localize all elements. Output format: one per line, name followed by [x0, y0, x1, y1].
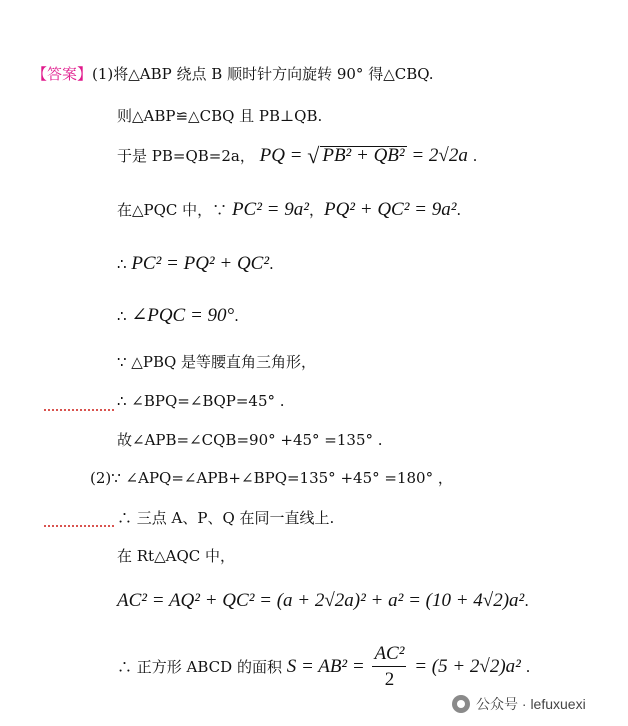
rt-triangle-text: 在 Rt△AQC 中，	[117, 547, 236, 565]
pq-qc-sum-formula: PQ² + QC² = 9a²	[323, 199, 457, 220]
answer-line-3: 于是 PB=QB=2a， PQ = √ PB² + QB² = 2√2a .	[117, 143, 478, 168]
answer-line-14: ∴ 正方形 ABCD 的面积 S = AB² = $\frac{\text{AC²}}{2}$ = (5 + 2√2)a² .	[117, 640, 530, 694]
watermark	[452, 693, 586, 715]
answer-line-4: 在△PQC 中，∵ PC² = 9a²，PQ² + QC² = 9a².	[117, 199, 462, 220]
watermark-label: 公众号 · lefuxuexi	[476, 696, 586, 712]
answer-line-7	[117, 352, 316, 372]
answer-line-9	[117, 430, 383, 450]
ac-squared-formula: AC² = AQ² + QC² = (a + 2√2a)² + a² = (10 + 4√2)a²	[117, 590, 525, 611]
spellcheck-underline	[44, 405, 114, 411]
answer-line-10	[90, 468, 453, 488]
angle-45-text: ∴ ∠BPQ=∠BQP=45° .	[117, 392, 285, 410]
wechat-official-account-icon	[452, 695, 470, 713]
answer-line-1	[32, 64, 434, 84]
fraction-numerator: AC²	[372, 642, 406, 667]
answer-line-13: AC² = AQ² + QC² = (a + 2√2a)² + a² = (10 + 4√2)a².	[117, 590, 530, 611]
answer-tag: 【答案】	[32, 65, 93, 83]
area-text: ∴ 正方形 ABCD 的面积	[117, 658, 282, 676]
collinear-text: ∴ 三点 A、P、Q 在同一直线上.	[117, 509, 335, 527]
step-2-text: (2)∵ ∠APQ=∠APB+∠BPQ=135° +45° =180° ，	[90, 469, 453, 487]
congruence-text: 则△ABP≌△CBQ 且 PB⊥QB.	[117, 107, 323, 125]
angle-135-text: 故∠APB=∠CQB=90° +45° =135° .	[117, 431, 383, 449]
answer-line-12	[117, 546, 235, 566]
radicand: PB² + QB²	[322, 145, 405, 166]
sqrt-symbol: √	[307, 143, 320, 168]
pb-qb-text: 于是 PB=QB=2a，	[117, 147, 255, 165]
answer-line-6: ∴ ∠PQC = 90°.	[117, 305, 239, 326]
answer-line-2	[117, 106, 322, 126]
spellcheck-underline	[44, 521, 114, 527]
answer-line-8	[117, 391, 285, 411]
pq-formula: PQ = √ PB² + QB² = 2√2a	[259, 143, 468, 168]
pythagoras-formula: PC² = PQ² + QC²	[131, 253, 270, 274]
answer-line-11	[117, 508, 334, 528]
isosceles-text: ∵ △PBQ 是等腰直角三角形，	[117, 353, 317, 371]
pc-squared-formula: PC² = 9a²	[231, 199, 309, 220]
right-angle-formula: ∠PQC = 90°	[131, 305, 235, 326]
area-formula: S = AB² = $\frac{\text{AC²}}{2}$ = (5 + 2√2)a²	[287, 656, 526, 677]
step-1-text: (1)将△ABP 绕点 B 顺时针方向旋转 90° 得△CBQ.	[92, 65, 434, 83]
answer-line-5: ∴ PC² = PQ² + QC².	[117, 253, 274, 274]
area-fraction	[372, 642, 406, 693]
fraction-denominator: 2	[384, 669, 395, 691]
